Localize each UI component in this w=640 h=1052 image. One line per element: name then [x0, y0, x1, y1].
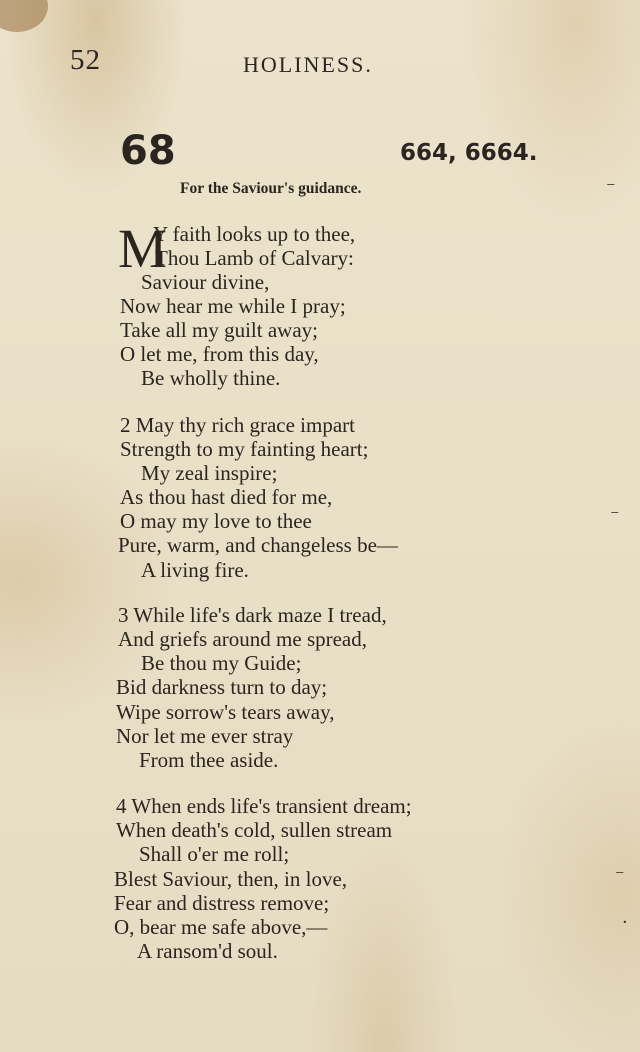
- verse-line: Fear and distress remove;: [114, 891, 330, 915]
- margin-mark: ·: [622, 912, 628, 933]
- verse-line: Now hear me while I pray;: [120, 294, 346, 318]
- verse-line: Nor let me ever stray: [116, 724, 294, 748]
- margin-mark: ⁻: [615, 866, 625, 887]
- verse-line: A ransom'd soul.: [137, 939, 278, 963]
- corner-stain: [0, 0, 48, 32]
- verse-line: My zeal inspire;: [141, 461, 278, 485]
- page-number: 52: [70, 44, 101, 76]
- margin-mark: ⁻: [606, 178, 616, 199]
- verse-line: Be wholly thine.: [141, 366, 281, 390]
- verse-line: Be thou my Guide;: [141, 651, 302, 675]
- verse-line: A living fire.: [141, 558, 249, 582]
- verse-line: When death's cold, sullen stream: [116, 818, 393, 842]
- verse-line: O let me, from this day,: [120, 342, 319, 366]
- verse-line: 3 While life's dark maze I tread,: [118, 603, 387, 627]
- verse-line: Thou Lamb of Calvary:: [155, 246, 354, 270]
- section-heading: HOLINESS.: [243, 52, 373, 77]
- verse-line: And griefs around me spread,: [118, 627, 368, 651]
- hymn-number: 68: [120, 128, 176, 174]
- drop-cap: M: [118, 218, 167, 279]
- verse-line: O, bear me safe above,—: [114, 915, 328, 939]
- verse-line: Blest Saviour, then, in love,: [114, 867, 348, 891]
- verse-line: Y faith looks up to thee,: [153, 222, 356, 246]
- verse-line: Bid darkness turn to day;: [116, 675, 328, 699]
- verse-line: 2 May thy rich grace impart: [120, 413, 355, 437]
- verse-line: 4 When ends life's transient dream;: [116, 794, 412, 818]
- verse-line: Shall o'er me roll;: [139, 842, 290, 866]
- hymn-subtitle: For the Saviour's guidance.: [180, 180, 362, 197]
- verse-line: As thou hast died for me,: [120, 485, 333, 509]
- verse-line: Saviour divine,: [141, 270, 270, 294]
- margin-mark: ⁻: [610, 506, 620, 527]
- verse-line: Take all my guilt away;: [120, 318, 318, 342]
- verse-line: From thee aside.: [139, 748, 279, 772]
- verse-line: O may my love to thee: [120, 509, 312, 533]
- verse-line: Strength to my fainting heart;: [120, 437, 369, 461]
- hymn-meter: 664, 6664.: [400, 140, 538, 166]
- verse-line: Pure, warm, and changeless be—: [118, 533, 398, 557]
- verse-line: Wipe sorrow's tears away,: [116, 700, 335, 724]
